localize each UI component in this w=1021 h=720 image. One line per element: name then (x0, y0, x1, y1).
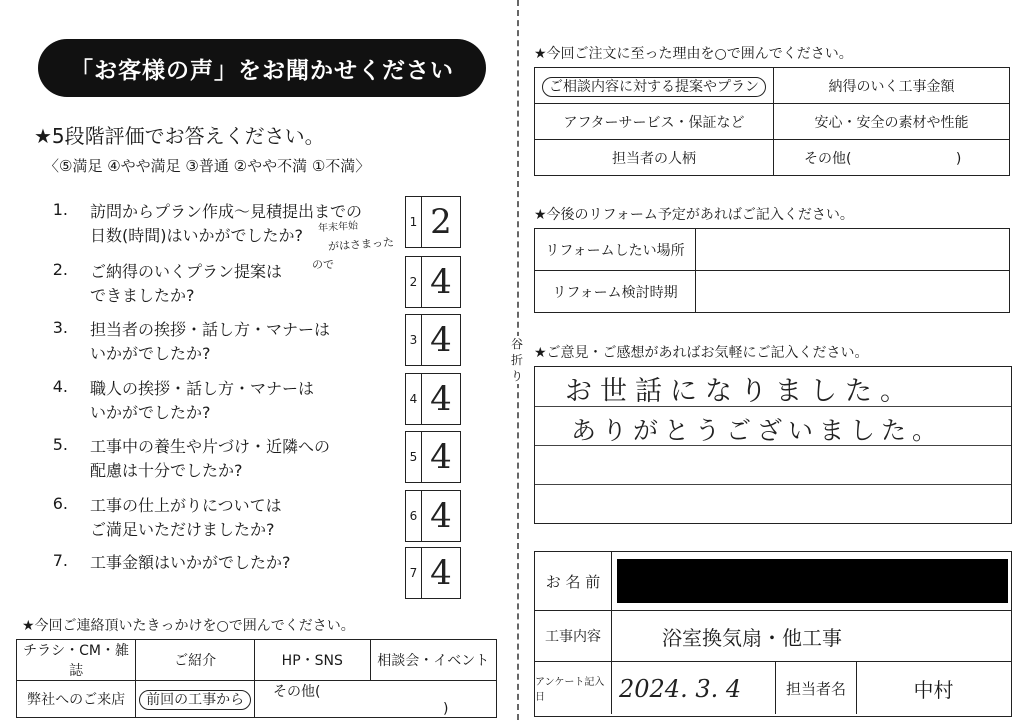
future-place-label: リフォームしたい場所 (535, 229, 696, 271)
selected-circle: 前回の工事から (139, 690, 251, 710)
other-label: その他( (804, 150, 852, 167)
contact-option-store-visit[interactable]: 弊社へのご来店 (17, 681, 136, 718)
work-label: 工事内容 (535, 611, 612, 662)
redaction-block (617, 559, 1008, 603)
contact-option-event[interactable]: 相談会・イベント (370, 640, 496, 681)
staff-value: 中村 (913, 677, 954, 702)
question-text (90, 494, 282, 542)
contact-option-other[interactable] (255, 681, 497, 718)
score-answer: 2 (430, 202, 452, 242)
reason-table (534, 67, 1010, 176)
selected-circle: ご相談内容に対する提案やプラン (542, 77, 766, 97)
score-answer: 4 (430, 320, 452, 360)
question-line-1: 工事金額はいかがでしたか? (90, 553, 291, 572)
comments-box[interactable] (534, 366, 1012, 524)
comments-heading: ★ご意見・ご感想があればお気軽にご記入ください。 (534, 345, 869, 361)
score-box[interactable] (405, 431, 461, 483)
question-number: 1. (52, 200, 68, 219)
score-box-number: 3 (406, 315, 422, 365)
question-number: 2. (52, 260, 68, 279)
score-box[interactable] (405, 373, 461, 425)
score-box-number: 2 (406, 257, 422, 307)
reason-option-safety[interactable]: 安心・安全の素材や性能 (774, 104, 1010, 140)
question-line-1: 工事の仕上がりについては (90, 496, 282, 515)
contact-option-referral[interactable]: ご紹介 (136, 640, 255, 681)
question-line-2: いかがでしたか? (90, 344, 211, 363)
question-line-2: できましたか? (90, 286, 195, 305)
handwritten-note-1: 年末年始 (317, 220, 359, 235)
contact-table (16, 639, 497, 718)
survey-title-banner (38, 39, 486, 97)
question-line-1: 職人の挨拶・話し方・マナーは (90, 379, 315, 398)
score-box-number: 7 (406, 548, 422, 598)
question-line-1: 訪問からプラン作成〜見積提出までの (90, 202, 363, 221)
question-line-1: 担当者の挨拶・話し方・マナーは (90, 320, 331, 339)
rating-scale: 〈⑤満足 ④やや満足 ③普通 ②やや不満 ①不満〉 (44, 157, 371, 175)
footer-box (534, 551, 1012, 717)
future-heading: ★今後のリフォーム予定があればご記入ください。 (534, 207, 854, 223)
question-line-2: 日数(時間)はいかがでしたか? (90, 226, 303, 245)
other-label: その他( (273, 684, 321, 700)
contact-option-flyer[interactable]: チラシ・CM・雑誌 (17, 640, 136, 681)
name-field[interactable] (612, 552, 1011, 611)
score-box[interactable] (405, 314, 461, 366)
score-answer: 4 (430, 496, 452, 536)
name-label: お 名 前 (535, 552, 612, 611)
score-answer: 4 (430, 437, 452, 477)
reason-heading: ★今回ご注文に至った理由を○で囲んでください。 (534, 46, 853, 62)
score-answer: 4 (430, 553, 452, 593)
question-text (90, 260, 282, 308)
contact-option-hp-sns[interactable]: HP・SNS (255, 640, 371, 681)
score-box-number: 6 (406, 491, 422, 541)
other-close: ) (443, 701, 449, 717)
contact-heading: ★今回ご連絡頂いたきっかけを○で囲んでください。 (22, 618, 355, 634)
reason-option-other[interactable] (774, 140, 1010, 176)
question-line-2: 配慮は十分でしたか? (90, 461, 243, 480)
reason-option-staff[interactable]: 担当者の人柄 (535, 140, 774, 176)
score-answer: 4 (430, 379, 452, 419)
score-box[interactable] (405, 547, 461, 599)
fold-label: 谷 折 り (510, 337, 523, 383)
reason-option-price[interactable]: 納得のいく工事金額 (774, 68, 1010, 104)
question-line-2: いかがでしたか? (90, 403, 211, 422)
handwritten-note-3: ので (312, 258, 334, 271)
question-text (90, 318, 330, 366)
reason-option-proposal[interactable] (535, 68, 774, 104)
future-place-field[interactable] (696, 229, 1010, 271)
score-answer: 4 (430, 262, 452, 302)
handwritten-note-2: がはさまった (327, 235, 395, 254)
score-box[interactable] (405, 196, 461, 248)
question-number: 5. (52, 435, 68, 454)
question-line-1: 工事中の養生や片づけ・近隣への (90, 437, 331, 456)
comment-line-1: お世話になりました。 (565, 376, 915, 407)
question-line-1: ご納得のいくプラン提案は (90, 262, 283, 281)
future-time-label: リフォーム検討時期 (535, 271, 696, 313)
rating-heading: ★5段階評価でお答えください。 (34, 124, 325, 148)
survey-title: 「お客様の声」をお聞かせください (70, 57, 454, 84)
score-box[interactable] (405, 490, 461, 542)
reason-option-after-service[interactable]: アフターサービス・保証など (535, 104, 774, 140)
future-table (534, 228, 1010, 313)
question-number: 3. (52, 318, 68, 337)
question-number: 7. (52, 551, 68, 570)
score-box-number: 4 (406, 374, 422, 424)
question-line-2: ご満足いただけましたか? (90, 520, 275, 539)
staff-label: 担当者名 (775, 662, 857, 714)
score-box-number: 5 (406, 432, 422, 482)
other-close: ) (955, 150, 962, 167)
question-text (90, 435, 330, 483)
score-box-number: 1 (406, 197, 422, 247)
future-time-field[interactable] (696, 271, 1010, 313)
score-box[interactable] (405, 256, 461, 308)
question-text (90, 377, 314, 425)
question-number: 6. (52, 494, 68, 513)
question-text (90, 551, 291, 575)
date-label: アンケート記入日 (535, 662, 612, 714)
date-value: 2024. 3. 4 (619, 675, 742, 703)
question-number: 4. (52, 377, 68, 396)
comment-line-2: ありがとうございました。 (571, 416, 944, 445)
work-value: 浴室換気扇・他工事 (612, 611, 1011, 662)
contact-option-previous-work[interactable] (136, 681, 255, 718)
